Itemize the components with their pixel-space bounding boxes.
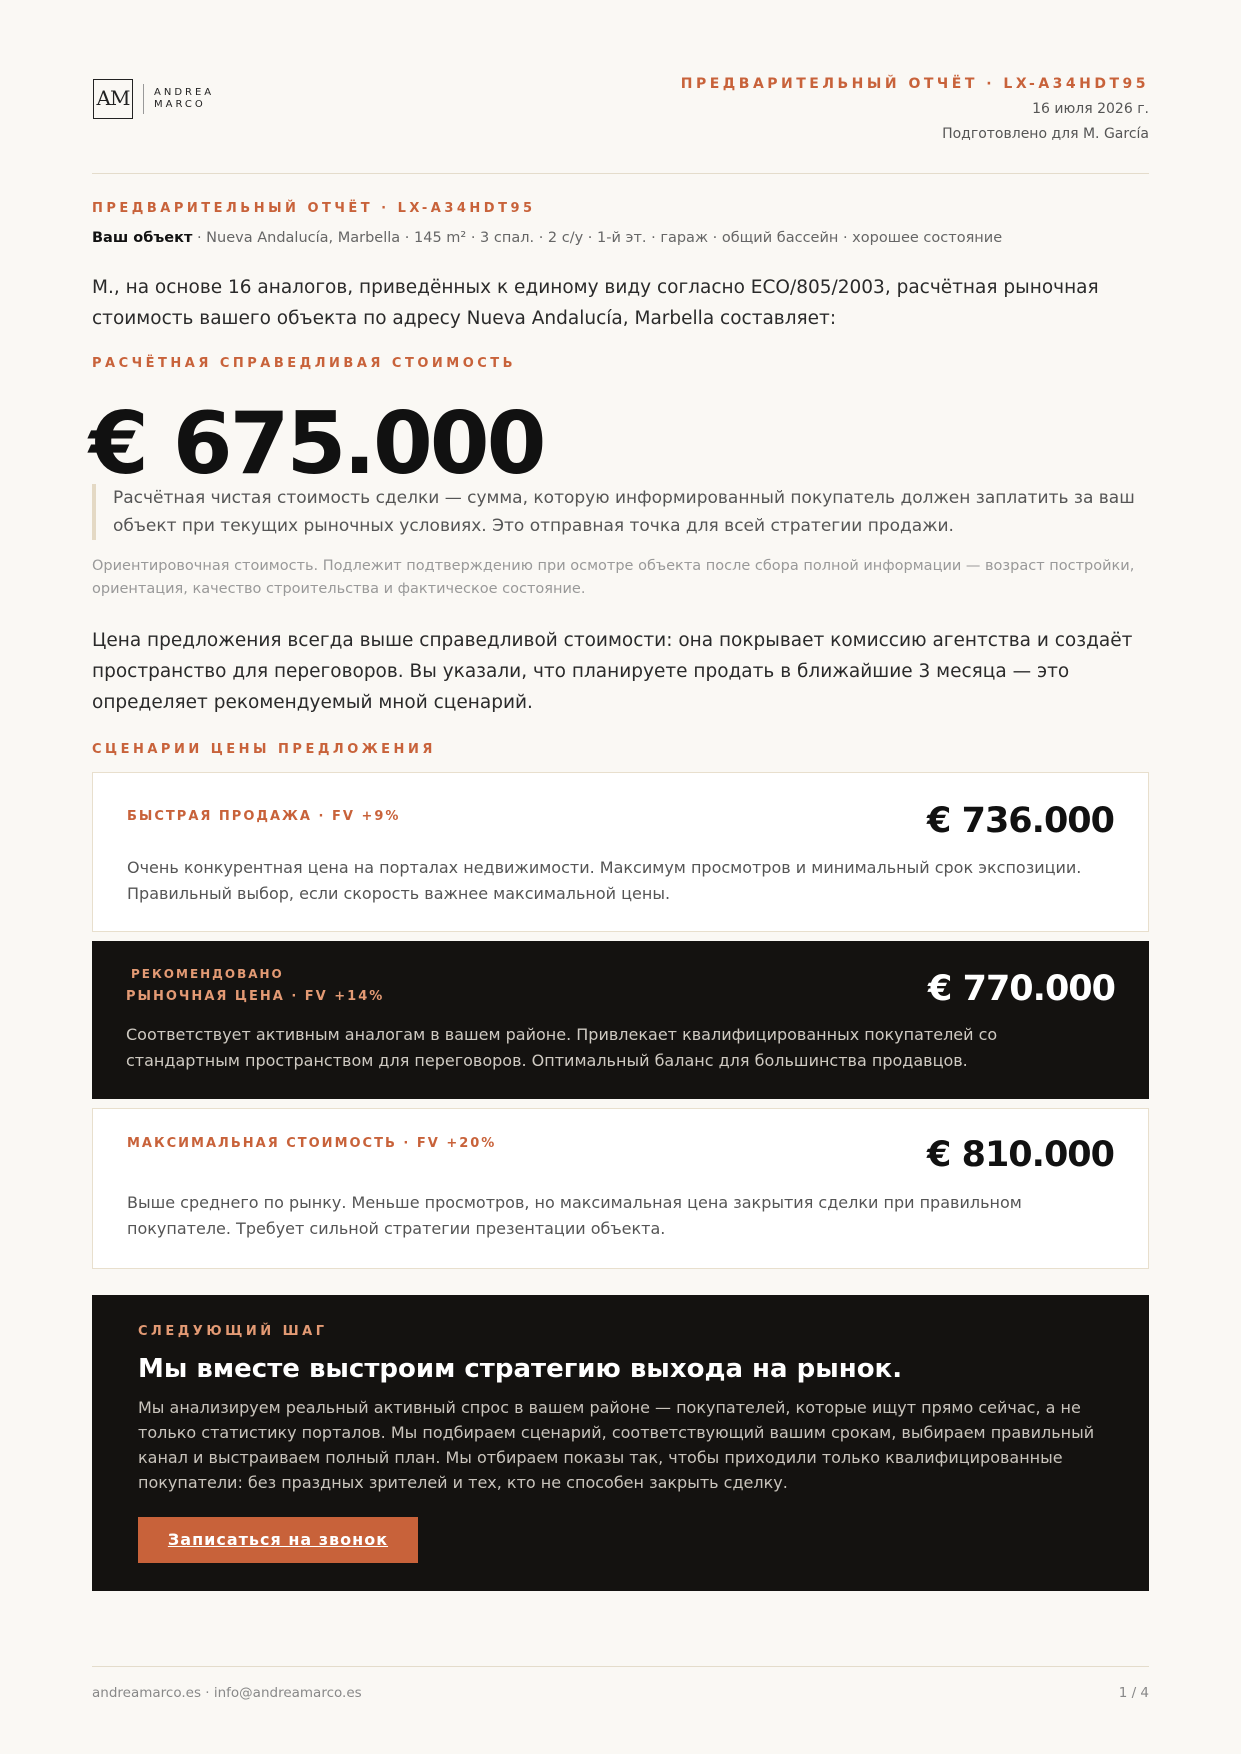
scenario-description: Соответствует активным аналогам в вашем районе. Привлекает квалифицированных покупателей со стандартным пространством для переговоров. Оптимальный баланс для большинства продавцов. — [126, 1025, 998, 1070]
fair-value-explanation: Расчётная чистая стоимость сделки — сумма, которую информированный покупатель должен заплатить за ваш объект при текущих рыночных условиях. Это отправная точка для всей стратегии продажи. — [92, 484, 1149, 540]
intro-paragraph: М., на основе 16 аналогов, приведённых к единому виду согласно ECO/805/2003, расчётная рыночная стоимость вашего объекта по адресу Nueva Andalucía, Marbella составляет: — [92, 277, 1099, 329]
next-step-body: Мы анализируем реальный активный спрос в вашем районе — покупателей, которые ищут прямо сейчас, а не только статистику порталов. Мы подбираем сценарий, соответствующий вашим срокам, выбираем правильный канал и выстраиваем полный план. Мы отбираем показы так, чтобы приходили только квалифицированные покупатели: без праздных зрителей и тех, кто не способен закрыть сделку. — [138, 1398, 1095, 1492]
fair-value-label: РАСЧЁТНАЯ СПРАВЕДЛИВАЯ СТОИМОСТЬ — [92, 356, 517, 371]
property-summary-details: · Nueva Andalucía, Marbella · 145 m² · 3 спал. · 2 с/у · 1-й эт. · гараж · общий бассейн · хорошее состояние — [192, 230, 1003, 246]
scenario-tag: БЫСТРАЯ ПРОДАЖА · FV +9% — [127, 809, 401, 824]
next-step-title: Мы вместе выстроим стратегию выхода на рынок. — [138, 1354, 903, 1384]
logo-divider — [143, 84, 144, 114]
report-footer — [92, 1666, 1149, 1701]
scenario-price: € 770.000 — [928, 969, 1115, 1009]
scenario-tag: РЫНОЧНАЯ ЦЕНА · FV +14% — [126, 989, 385, 1004]
header-meta — [681, 76, 1149, 142]
report-ref-label: ПРЕДВАРИТЕЛЬНЫЙ ОТЧЁТ · LX-A34HDT95 — [92, 201, 536, 216]
price-intro-paragraph: Цена предложения всегда выше справедливой стоимости: она покрывает комиссию агентства и создаёт пространство для переговоров. Вы указали, что планируете продать в ближайшие 3 месяца — это определяет рекомендуемый мной сценарий. — [92, 630, 1133, 713]
report-header — [92, 0, 1149, 174]
logo-name-line1: ANDREA — [154, 87, 215, 98]
header-date: 16 июля 2026 г. — [1032, 101, 1149, 117]
scenario-price: € 736.000 — [927, 801, 1114, 841]
header-prepared-for: Подготовлено для M. García — [942, 126, 1149, 142]
property-summary — [92, 230, 1002, 246]
scenarios-label: СЦЕНАРИИ ЦЕНЫ ПРЕДЛОЖЕНИЯ — [92, 742, 436, 757]
fair-value-amount: € 675.000 — [89, 394, 544, 494]
scenario-card-market-price — [92, 941, 1149, 1099]
next-step-label: СЛЕДУЮЩИЙ ШАГ — [138, 1324, 328, 1339]
footer-contact: andreamarco.es · info@andreamarco.es — [92, 1685, 362, 1701]
logo-name-line2: MARCO — [154, 99, 206, 110]
header-report-ref: ПРЕДВАРИТЕЛЬНЫЙ ОТЧЁТ · LX-A34HDT95 — [680, 76, 1149, 92]
property-summary-label: Ваш объект — [92, 230, 193, 246]
logo-monogram: AM — [93, 79, 133, 119]
brand-logo — [93, 79, 214, 119]
scenario-description: Выше среднего по рынку. Меньше просмотров, но максимальная цена закрытия сделки при правильном покупателе. Требует сильной стратегии презентации объекта. — [127, 1193, 1022, 1238]
book-call-button[interactable]: Записаться на звонок — [138, 1517, 418, 1563]
scenario-description: Очень конкурентная цена на порталах недвижимости. Максимум просмотров и минимальный срок экспозиции. Правильный выбор, если скорость важнее максимальной цены. — [127, 858, 1082, 903]
scenario-card-max-value — [92, 1108, 1149, 1269]
fair-value-disclaimer: Ориентировочная стоимость. Подлежит подтверждению при осмотре объекта после сбора полной информации — возраст постройки, ориентация, качество строительства и фактическое состояние. — [92, 558, 1135, 597]
next-step-panel — [92, 1295, 1149, 1591]
scenario-card-quick-sale — [92, 772, 1149, 932]
scenario-tag: МАКСИМАЛЬНАЯ СТОИМОСТЬ · FV +20% — [127, 1136, 497, 1151]
recommended-badge: РЕКОМЕНДОВАНО — [131, 967, 284, 981]
logo-wordmark — [154, 87, 214, 111]
footer-page-number: 1 / 4 — [1118, 1685, 1149, 1701]
scenario-price: € 810.000 — [927, 1135, 1114, 1175]
